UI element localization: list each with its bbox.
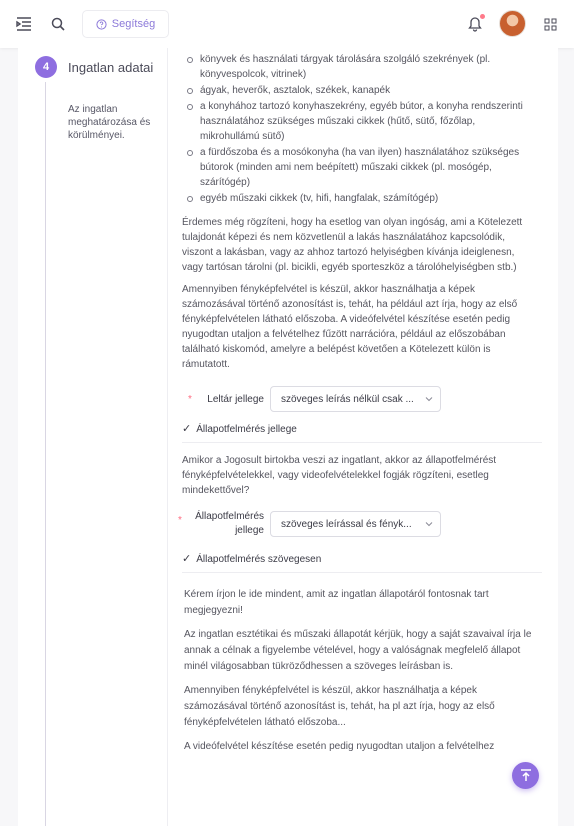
inventory-list bbox=[182, 52, 534, 206]
required-marker: * bbox=[188, 393, 192, 405]
allapot-section-title: Állapotfelmérés jellege bbox=[196, 424, 297, 435]
step-title[interactable]: Ingatlan adatai bbox=[68, 60, 154, 75]
allapot-select[interactable] bbox=[270, 511, 441, 537]
search-icon[interactable] bbox=[48, 14, 68, 34]
szoveges-section-title: Állapotfelmérés szövegesen bbox=[196, 554, 322, 565]
step-subtitle: Az ingatlan meghatározása és körülményei. bbox=[68, 104, 151, 141]
check-icon: ✓ bbox=[182, 553, 192, 565]
allapot-section-header[interactable] bbox=[182, 422, 542, 443]
allapot-label-wrap bbox=[178, 510, 270, 538]
required-marker: * bbox=[178, 515, 182, 526]
allapot-select-value: szöveges leírással és fényk... bbox=[281, 518, 412, 530]
avatar[interactable] bbox=[499, 10, 526, 37]
allapot-question: Amikor a Jogosult birtokba veszi az ingatlant, akkor az állapotfelmérést fényképfelvételekkel, vagy videofelvételekkel fogják rögzíteni, esetleg mindekettővel? bbox=[182, 455, 497, 496]
arrow-up-icon bbox=[520, 769, 532, 782]
grid-icon[interactable] bbox=[541, 15, 559, 33]
top-bar bbox=[0, 0, 574, 48]
help-button-label: Segítség bbox=[111, 18, 156, 30]
list-item: könyvek és használati tárgyak tárolására szolgáló szekrények (pl. könyvespolcok, vitrinek) bbox=[200, 52, 534, 82]
form-content bbox=[178, 52, 534, 763]
leltar-label: Leltár jellege bbox=[207, 393, 264, 405]
list-item: a fürdőszoba és a mosókonyha (ha van ilyen) használatához szükséges bútorok (minden ami nem beépített) műszaki cikkek (pl. mosógép, szárítógép) bbox=[200, 145, 534, 190]
chevron-down-icon bbox=[425, 395, 433, 403]
step-connector-line bbox=[45, 82, 46, 826]
szoveges-section-header[interactable] bbox=[182, 552, 542, 573]
description-paragraph: A videófelvétel készítése esetén pedig nyugodtan utaljon a felvételhez bbox=[184, 741, 495, 752]
description-paragraph: Az ingatlan esztétikai és műszaki állapotát kérjük, hogy a saját szavaival írja le annak a célnak a figyelembe vételével, hogy a valóságnak megfelelő állapot minél világosabban tükröződhessen a szöveges leírásban is. bbox=[184, 629, 532, 672]
allapot-label: Állapotfelmérés jellege bbox=[195, 511, 264, 536]
info-paragraph: Érdemes még rögzíteni, hogy ha esetlog van olyan ingóság, ami a Kötelezett tulajdonát képezi és nem közvetlenül a lakás használatához kapcsolódik, viszont a lakásban, vagy az ahhoz tartozó helyiségben kívánja ideiglenesn, vagy tartósan tárolni (pl. bicikli, egyéb sporteszköz a tárolóhelyiségben stb.) bbox=[182, 217, 523, 273]
step-number[interactable]: 4 bbox=[35, 56, 57, 78]
list-item: egyéb műszaki cikkek (tv, hifi, hangfalak, számítógép) bbox=[200, 191, 534, 206]
description-paragraph: Kérem írjon le ide mindent, amit az ingatlan állapotáról fontosnak tart megjegyezni! bbox=[184, 589, 489, 616]
check-icon: ✓ bbox=[182, 423, 192, 435]
bell-icon[interactable] bbox=[464, 13, 486, 35]
info-paragraph: Amennyiben fényképfelvétel is készül, akkor használhatja a képek számozásával történő azonosítást is, tehát, ha például azt írja, hogy az első fényképfelvételen látható előszoba. A videófelvétel készítése esetén pedig nyugodtan utaljon a felvételhez fűzött narrációra, például az előszobában található kiskomód, amelyre a belépést követően a Kötelezett külön is rámutatott. bbox=[182, 284, 518, 370]
help-circle-icon bbox=[96, 19, 107, 30]
chevron-down-icon bbox=[425, 520, 433, 528]
leltar-select-value: szöveges leírás nélkül csak ... bbox=[281, 393, 414, 405]
leltar-label-wrap bbox=[182, 392, 270, 407]
scroll-to-top-button[interactable] bbox=[512, 762, 539, 789]
notification-dot bbox=[480, 14, 485, 19]
list-item: ágyak, heverők, asztalok, székek, kanapék bbox=[200, 83, 534, 98]
description-paragraph: Amennyiben fényképfelvétel is készül, akkor használhatja a képek számozásával történő azonosítást is, tehát, ha pl azt írja, hogy az első fényképfelvételen látható előszoba... bbox=[184, 685, 495, 728]
description-textarea[interactable] bbox=[182, 587, 534, 755]
wizard-stepper bbox=[18, 48, 168, 826]
allapot-field bbox=[178, 510, 534, 538]
list-item: a konyhához tartozó konyhaszekrény, egyéb bútor, a konyha rendszerinti használatához szükséges műszaki cikkek (hűtő, sütő, főzőlap, mikrohullámú sütő) bbox=[200, 99, 534, 144]
leltar-select[interactable] bbox=[270, 386, 441, 412]
form-panel bbox=[168, 48, 558, 826]
leltar-field bbox=[182, 386, 534, 412]
menu-collapse-icon[interactable] bbox=[14, 14, 34, 34]
help-button[interactable] bbox=[82, 10, 169, 38]
